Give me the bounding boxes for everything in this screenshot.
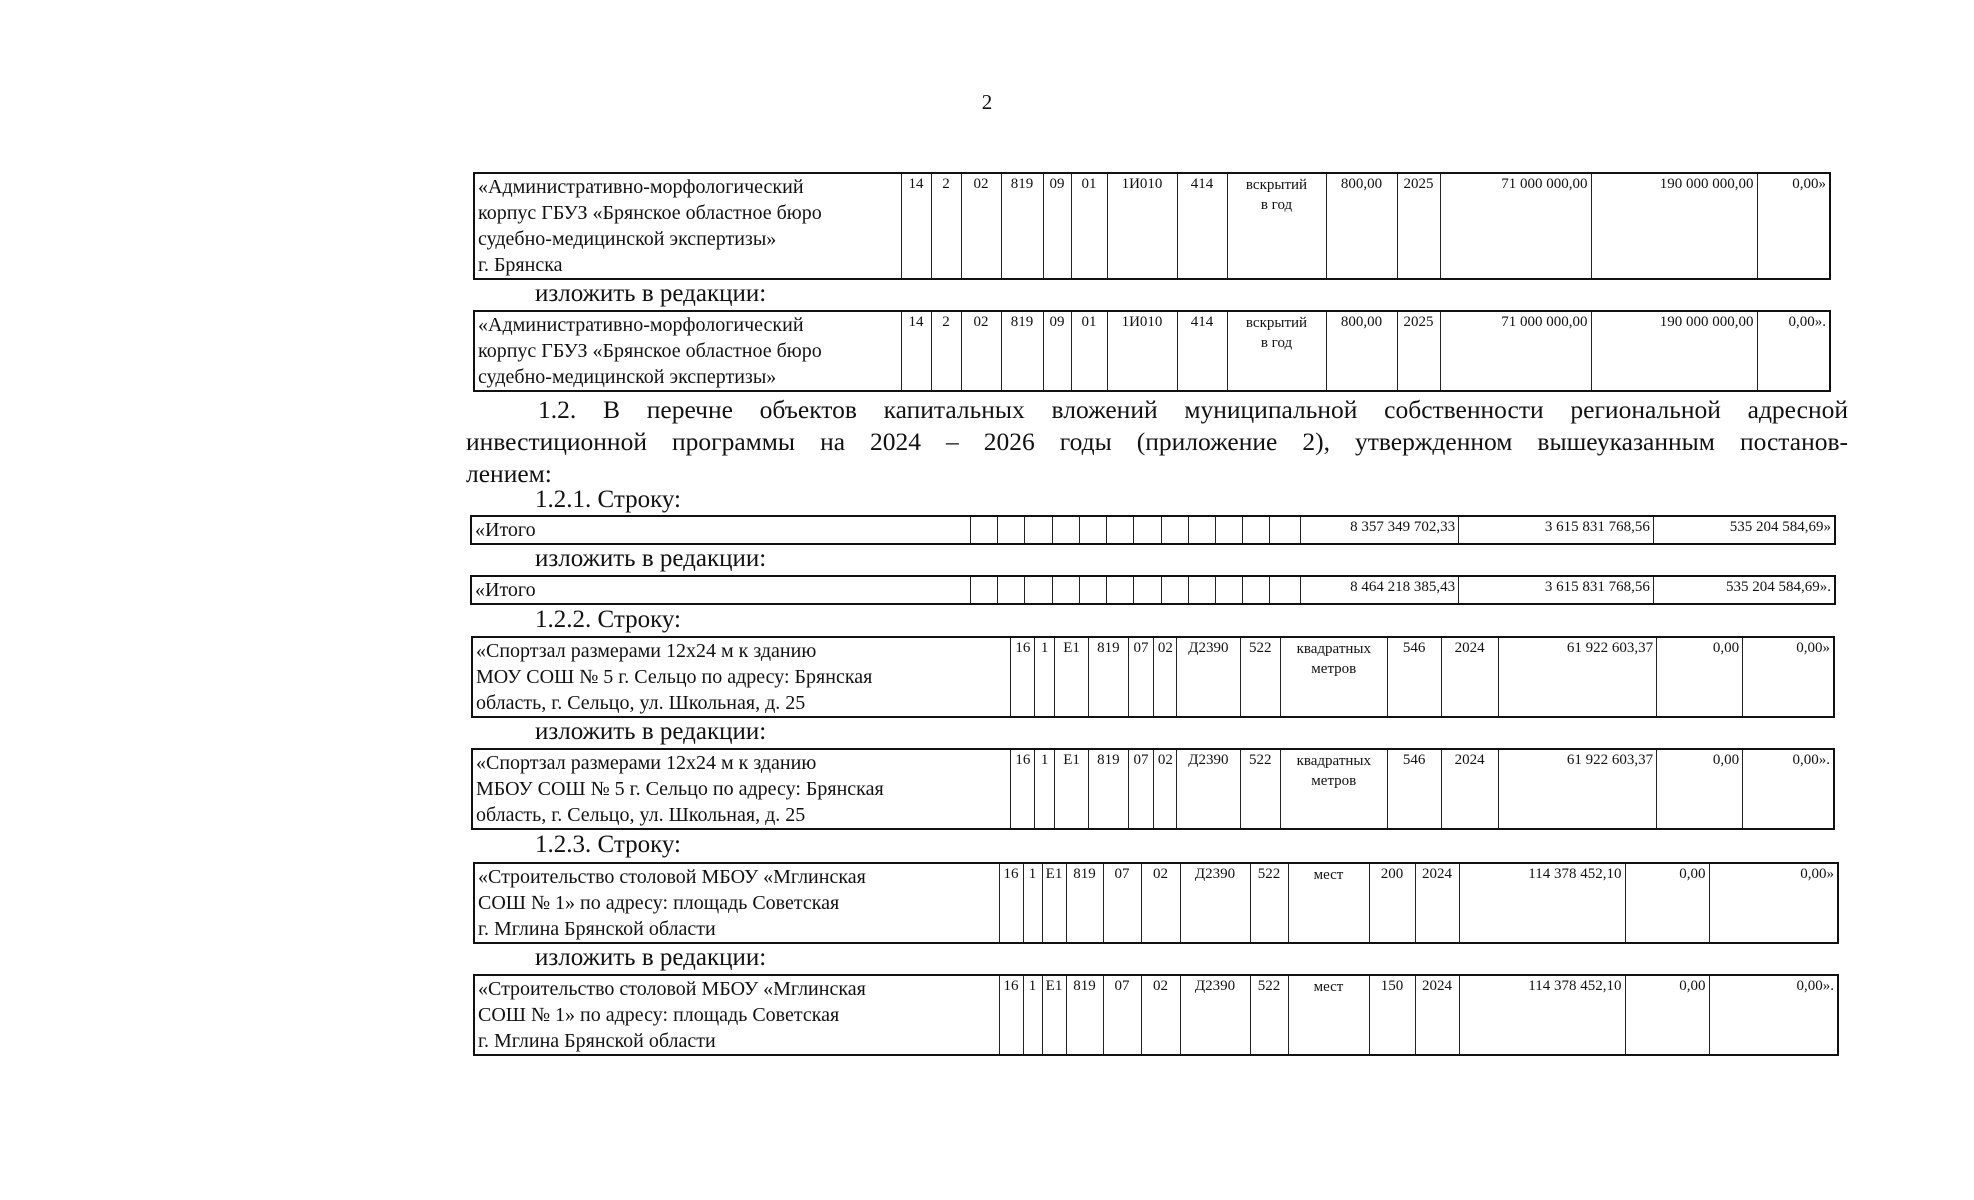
- object-name-line: «Административно-морфологический: [478, 176, 804, 198]
- year-cell: 2024: [1441, 637, 1498, 717]
- capacity-cell: 546: [1387, 749, 1441, 829]
- unit-cell: мест: [1288, 975, 1369, 1055]
- code-cell: 819: [1066, 863, 1103, 943]
- object-name-line: г. Мглина Брянской области: [478, 1030, 716, 1052]
- table-row-morgue-new: [473, 310, 1831, 392]
- sum-cell: 114 378 452,10: [1459, 975, 1625, 1055]
- edit-label: изложить в редакции:: [535, 944, 767, 971]
- paragraph-line: 1.2. В перечне объектов капитальных вложений муниципальной собственности региональной адресной: [538, 395, 1848, 424]
- code-cell: 02: [961, 311, 1001, 391]
- sum-cell: 0,00».: [1757, 311, 1830, 391]
- table-row-canteen-new: [473, 974, 1839, 1056]
- object-name-cell: [472, 637, 1011, 717]
- year-cell: 2025: [1397, 311, 1440, 391]
- edit-label: изложить в редакции:: [535, 280, 767, 307]
- unit-line: в год: [1260, 335, 1293, 351]
- sum-cell: 0,00: [1657, 749, 1743, 829]
- sum-cell: 8 357 349 702,33: [1300, 516, 1458, 544]
- code-cell: 07: [1128, 637, 1154, 717]
- sum-cell: 0,00: [1625, 863, 1709, 943]
- sum-cell: 535 204 584,69»: [1653, 516, 1835, 544]
- table-row-total-new: [470, 575, 1836, 605]
- sum-cell: 0,00: [1657, 637, 1743, 717]
- table-row-total-old: [470, 515, 1836, 545]
- sum-cell: 190 000 000,00: [1591, 311, 1757, 391]
- code-cell: 01: [1071, 173, 1107, 279]
- sum-cell: 0,00».: [1709, 975, 1838, 1055]
- code-cell: 1И010: [1107, 173, 1177, 279]
- sum-cell: 0,00».: [1743, 749, 1834, 829]
- year-cell: 2024: [1441, 749, 1498, 829]
- object-name-line: судебно-медицинской экспертизы»: [478, 366, 777, 388]
- code-cell: 1: [1023, 975, 1042, 1055]
- section-heading: 1.2.1. Строку:: [535, 486, 681, 513]
- unit-cell: мест: [1288, 863, 1369, 943]
- code-cell: 522: [1240, 749, 1280, 829]
- year-cell: 2024: [1415, 863, 1459, 943]
- code-cell: 522: [1250, 975, 1288, 1055]
- code-cell: 414: [1177, 311, 1227, 391]
- paragraph-line: инвестиционной программы на 2024 – 2026 годы (приложение 2), утвержденном вышеуказанным постанов-: [466, 427, 1848, 456]
- sum-cell: 535 204 584,69».: [1653, 576, 1835, 604]
- unit-cell: [1227, 173, 1326, 279]
- code-cell: 09: [1043, 173, 1071, 279]
- section-heading: 1.2.3. Строку:: [535, 831, 681, 858]
- unit-cell: [1280, 749, 1387, 829]
- code-cell: 819: [1089, 637, 1128, 717]
- code-cell: 1: [1035, 749, 1055, 829]
- capacity-cell: 546: [1387, 637, 1441, 717]
- unit-line: вскрытий: [1245, 315, 1308, 331]
- sum-cell: 8 464 218 385,43: [1300, 576, 1458, 604]
- code-cell: 2: [931, 173, 961, 279]
- paragraph-line: лением:: [466, 459, 552, 488]
- object-name-line: область, г. Сельцо, ул. Школьная, д. 25: [476, 692, 806, 714]
- code-cell: 819: [1001, 311, 1043, 391]
- code-cell: Е1: [1055, 749, 1089, 829]
- code-cell: Д2390: [1180, 975, 1250, 1055]
- object-name-line: «Административно-морфологический: [478, 314, 804, 336]
- unit-cell: [1280, 637, 1387, 717]
- code-cell: Е1: [1042, 975, 1066, 1055]
- unit-line: в год: [1260, 197, 1293, 213]
- sum-cell: 190 000 000,00: [1591, 173, 1757, 279]
- sum-cell: 71 000 000,00: [1440, 311, 1591, 391]
- sum-cell: 0,00: [1625, 975, 1709, 1055]
- unit-cell: [1227, 311, 1326, 391]
- object-name-cell: «Итого: [471, 576, 970, 604]
- code-cell: 1: [1035, 637, 1055, 717]
- object-name-cell: [474, 975, 999, 1055]
- code-cell: 1: [1023, 863, 1042, 943]
- object-name-line: МБОУ СОШ № 5 г. Сельцо по адресу: Брянская: [476, 778, 884, 800]
- year-cell: 2024: [1415, 975, 1459, 1055]
- code-cell: 1И010: [1107, 311, 1177, 391]
- object-name-line: СОШ № 1» по адресу: площадь Советская: [478, 892, 840, 914]
- unit-line: квадратных: [1296, 641, 1371, 657]
- table-row-gym-new: [471, 748, 1835, 830]
- code-cell: 02: [1154, 749, 1177, 829]
- sum-cell: 61 922 603,37: [1498, 749, 1657, 829]
- object-name-line: МОУ СОШ № 5 г. Сельцо по адресу: Брянская: [476, 666, 873, 688]
- capacity-cell: 800,00: [1326, 311, 1397, 391]
- edit-label: изложить в редакции:: [535, 545, 767, 572]
- code-cell: 16: [1011, 749, 1035, 829]
- sum-cell: 61 922 603,37: [1498, 637, 1657, 717]
- object-name-cell: [474, 311, 901, 391]
- sum-cell: 0,00»: [1743, 637, 1834, 717]
- code-cell: 2: [931, 311, 961, 391]
- code-cell: Е1: [1042, 863, 1066, 943]
- object-name-line: корпус ГБУЗ «Брянское областное бюро: [478, 340, 822, 362]
- code-cell: 819: [1089, 749, 1128, 829]
- object-name-cell: [472, 749, 1011, 829]
- code-cell: 819: [1001, 173, 1043, 279]
- object-name-line: «Спортзал размерами 12х24 м к зданию: [476, 640, 817, 662]
- code-cell: 07: [1128, 749, 1154, 829]
- capacity-cell: 150: [1369, 975, 1415, 1055]
- code-cell: 01: [1071, 311, 1107, 391]
- sum-cell: 114 378 452,10: [1459, 863, 1625, 943]
- code-cell: 09: [1043, 311, 1071, 391]
- table-row-gym-old: [471, 636, 1835, 718]
- code-cell: 16: [999, 975, 1023, 1055]
- code-cell: 14: [901, 173, 931, 279]
- year-cell: 2025: [1397, 173, 1440, 279]
- code-cell: 16: [1011, 637, 1035, 717]
- object-name-line: г. Брянска: [478, 254, 563, 276]
- sum-cell: 0,00»: [1709, 863, 1838, 943]
- object-name-line: «Спортзал размерами 12х24 м к зданию: [476, 752, 817, 774]
- paragraph-1-2: [466, 394, 1848, 490]
- capacity-cell: 800,00: [1326, 173, 1397, 279]
- object-name-line: г. Мглина Брянской области: [478, 918, 716, 940]
- code-cell: 14: [901, 311, 931, 391]
- code-cell: 02: [1141, 863, 1180, 943]
- page-number: 2: [981, 90, 993, 114]
- edit-label: изложить в редакции:: [535, 718, 767, 745]
- code-cell: 522: [1250, 863, 1288, 943]
- unit-line: квадратных: [1296, 753, 1371, 769]
- object-name-line: корпус ГБУЗ «Брянское областное бюро: [478, 202, 822, 224]
- object-name-cell: [474, 173, 901, 279]
- sum-cell: 3 615 831 768,56: [1459, 516, 1654, 544]
- code-cell: 414: [1177, 173, 1227, 279]
- code-cell: 522: [1240, 637, 1280, 717]
- sum-cell: 3 615 831 768,56: [1459, 576, 1654, 604]
- code-cell: 16: [999, 863, 1023, 943]
- code-cell: 02: [1141, 975, 1180, 1055]
- unit-line: вскрытий: [1245, 177, 1308, 193]
- object-name-line: «Строительство столовой МБОУ «Мглинская: [478, 866, 866, 888]
- code-cell: Е1: [1055, 637, 1089, 717]
- object-name-line: СОШ № 1» по адресу: площадь Советская: [478, 1004, 840, 1026]
- code-cell: Д2390: [1177, 749, 1240, 829]
- unit-line: метров: [1311, 661, 1357, 677]
- object-name-line: область, г. Сельцо, ул. Школьная, д. 25: [476, 804, 806, 826]
- object-name-cell: «Итого: [471, 516, 970, 544]
- sum-cell: 0,00»: [1757, 173, 1830, 279]
- object-name-line: судебно-медицинской экспертизы»: [478, 228, 777, 250]
- code-cell: 07: [1103, 975, 1141, 1055]
- object-name-cell: [474, 863, 999, 943]
- object-name-line: «Строительство столовой МБОУ «Мглинская: [478, 978, 866, 1000]
- code-cell: 02: [1154, 637, 1177, 717]
- code-cell: Д2390: [1177, 637, 1240, 717]
- capacity-cell: 200: [1369, 863, 1415, 943]
- code-cell: 02: [961, 173, 1001, 279]
- table-row-canteen-old: [473, 862, 1839, 944]
- table-row-morgue-old: [473, 172, 1831, 280]
- sum-cell: 71 000 000,00: [1440, 173, 1591, 279]
- code-cell: 819: [1066, 975, 1103, 1055]
- unit-line: метров: [1311, 773, 1357, 789]
- code-cell: 07: [1103, 863, 1141, 943]
- code-cell: Д2390: [1180, 863, 1250, 943]
- section-heading: 1.2.2. Строку:: [535, 606, 681, 633]
